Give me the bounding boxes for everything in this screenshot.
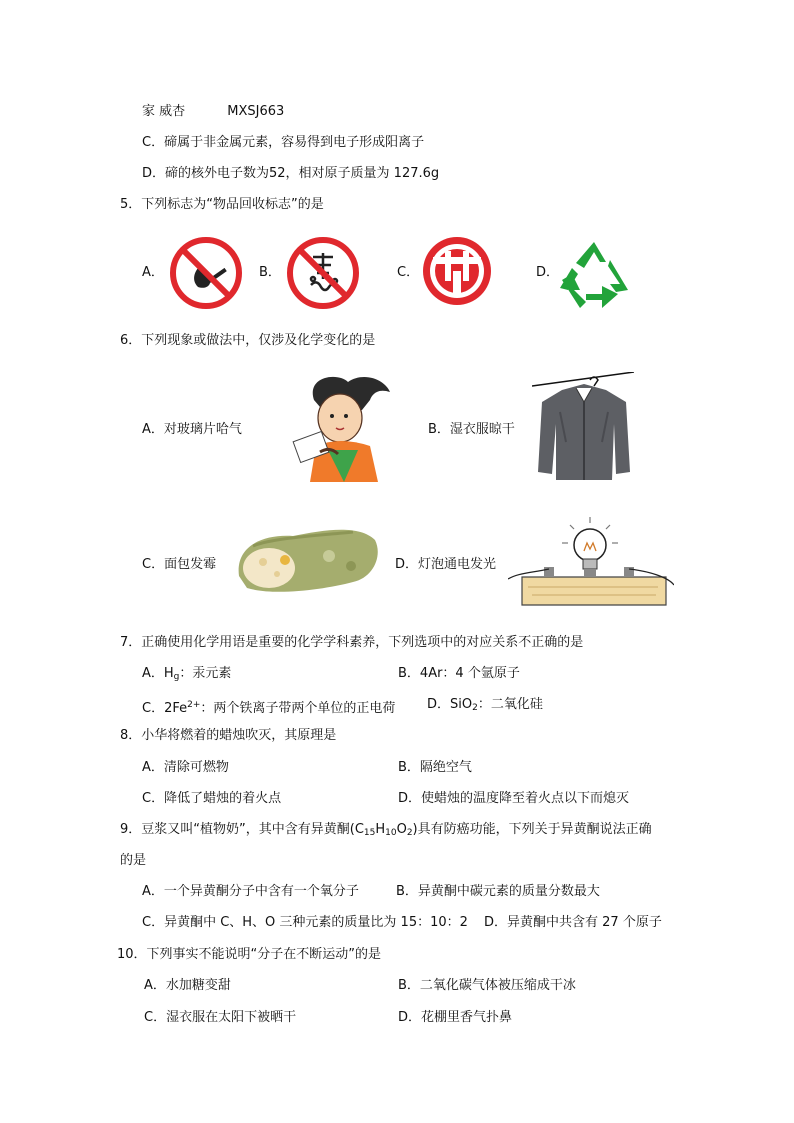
- q9-formula-sub-1: 15: [363, 828, 376, 838]
- q7-d-sub: 2: [472, 703, 478, 713]
- q9-stem: [120, 820, 652, 840]
- q5-label-c: C．: [397, 265, 420, 280]
- q8-option-c: C．降低了蜡烛的着火点: [142, 791, 282, 806]
- q6-option-c: C．面包发霉: [142, 557, 217, 572]
- q9-formula-sub-2: 10: [385, 828, 397, 838]
- q10-option-c: C．湿衣服在太阳下被晒干: [144, 1010, 297, 1025]
- q7-c-prefix: C．2Fe: [142, 701, 188, 716]
- q10-stem: 10．下列事实不能说明“分子在不断运动”的是: [117, 947, 382, 962]
- q9-stem-pre: 9．豆浆又叫“植物奶”，其中含有异黄酮(C: [120, 822, 364, 837]
- fragment-code: MXSJ663: [227, 104, 285, 119]
- moldy-bread-image: [233, 516, 383, 596]
- fragment-text: 家 威杏: [142, 104, 186, 119]
- q8-option-d: D．使蜡烛的温度降至着火点以下而熄灭: [398, 791, 630, 806]
- q5-stem: 5．下列标志为“物品回收标志”的是: [120, 197, 324, 212]
- q7-a-suffix: ：汞元素: [179, 666, 232, 681]
- q9-formula-h: H: [375, 822, 386, 837]
- q5-label-b: B．: [259, 265, 281, 280]
- q7-d-prefix: D．SiO: [427, 697, 473, 712]
- light-bulb-circuit-image: [508, 515, 674, 611]
- q5-label-d: D．: [536, 265, 560, 280]
- q7-a-prefix: A．H: [142, 666, 174, 681]
- q9-formula-o: O: [396, 822, 407, 837]
- q10-option-d: D．花棚里香气扑鼻: [398, 1010, 513, 1025]
- q9-option-a: A．一个异黄酮分子中含有一个氧分子: [142, 884, 359, 899]
- shirt-drying-image: [532, 372, 634, 480]
- q10-option-a: A．水加糖变甜: [144, 978, 231, 993]
- q9-stem-post: )具有防癌功能，下列关于异黄酮说法正确: [412, 822, 652, 837]
- q8-option-a: A．清除可燃物: [142, 760, 229, 775]
- q6-option-b: B．湿衣服晾干: [428, 422, 515, 437]
- q9-option-c: C．异黄酮中 C、H、O 三种元素的质量比为 15：10：2: [142, 915, 468, 930]
- q6-stem: 6．下列现象或做法中，仅涉及化学变化的是: [120, 333, 376, 348]
- q7-option-c: [142, 695, 395, 715]
- q7-c-sup: 2+: [187, 700, 201, 710]
- q7-option-a: [142, 664, 231, 684]
- q4-option-d: D．碲的核外电子数为52，相对原子质量为 127.6g: [142, 166, 440, 181]
- q8-stem: 8．小华将燃着的蜡烛吹灭，其原理是: [120, 728, 337, 743]
- q7-c-suffix: ：两个铁离子带两个单位的正电荷: [200, 701, 396, 716]
- q6-option-d: D．灯泡通电发光: [395, 557, 497, 572]
- q6-option-a: A．对玻璃片哈气: [142, 422, 242, 437]
- no-fireworks-sign-icon: [285, 235, 361, 311]
- q9-stem-line2: 的是: [120, 853, 147, 868]
- q7-a-sub: g: [173, 672, 180, 682]
- water-saving-sign-icon: [421, 235, 493, 307]
- q4-option-c: C．碲属于非金属元素，容易得到电子形成阳离子: [142, 135, 425, 150]
- q7-d-suffix: ：二氧化硅: [477, 697, 543, 712]
- q7-stem: 7．正确使用化学用语是重要的化学学科素养，下列选项中的对应关系不正确的是: [120, 635, 584, 650]
- q8-option-b: B．隔绝空气: [398, 760, 472, 775]
- q9-option-b: B．异黄酮中碳元素的质量分数最大: [396, 884, 600, 899]
- q7-option-d: [427, 695, 543, 715]
- girl-breathing-on-glass-image: [266, 370, 398, 482]
- q9-option-d: D．异黄酮中共含有 27 个原子: [484, 915, 662, 930]
- no-fire-sign-icon: [168, 235, 244, 311]
- q7-option-b: B．4Ar：4 个氩原子: [398, 666, 520, 681]
- q9-formula-sub-3: 2: [406, 828, 413, 838]
- header-fragment: [142, 102, 284, 122]
- q5-label-a: A．: [142, 265, 164, 280]
- q10-option-b: B．二氧化碳气体被压缩成干冰: [398, 978, 576, 993]
- recycle-sign-icon: [556, 238, 632, 312]
